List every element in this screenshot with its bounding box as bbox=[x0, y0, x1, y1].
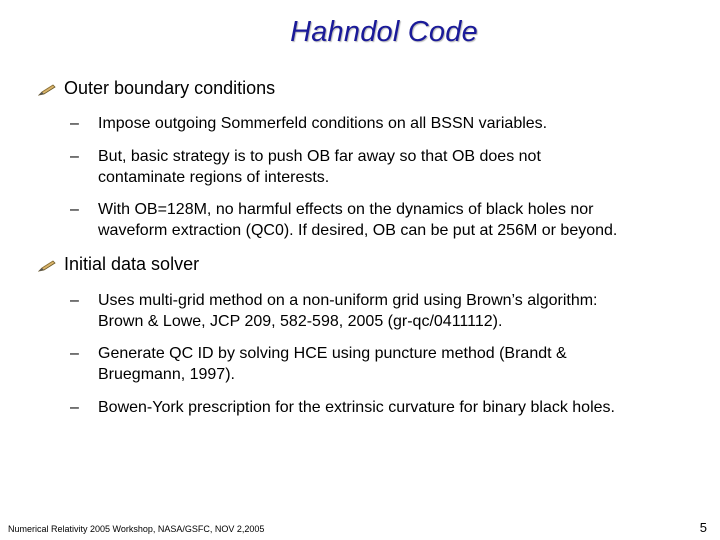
dash-marker: – bbox=[70, 201, 79, 218]
sub-bullet bbox=[68, 343, 698, 385]
footer-text: Numerical Relativity 2005 Workshop, NASA/GSFC, NOV 2,2005 bbox=[8, 524, 265, 534]
sub-bullet-text: Impose outgoing Sommerfeld conditions on all BSSN variables. bbox=[98, 115, 548, 132]
page-number: 5 bbox=[699, 520, 707, 535]
sub-bullet-text: But, basic strategy is to push OB far away so that OB does not bbox=[98, 148, 541, 165]
dash-marker: – bbox=[70, 148, 79, 165]
bullet-item bbox=[38, 253, 199, 275]
dash-marker: – bbox=[70, 345, 79, 362]
sub-bullet-text: Uses multi-grid method on a non-uniform grid using Brown’s algorithm: bbox=[98, 292, 598, 309]
sub-bullet bbox=[68, 113, 698, 134]
pencil-icon bbox=[38, 83, 56, 97]
bullet-item bbox=[38, 77, 275, 99]
bullet-text: Outer boundary conditions bbox=[64, 78, 276, 98]
sub-bullet bbox=[68, 290, 698, 332]
sub-bullet-text: Generate QC ID by solving HCE using puncture method (Brandt & bbox=[98, 345, 567, 362]
sub-bullet bbox=[68, 397, 698, 418]
pencil-icon bbox=[38, 259, 56, 273]
slide-title: Hahndol Code bbox=[290, 16, 478, 48]
dash-marker: – bbox=[70, 292, 79, 309]
sub-bullet-text: Brown & Lowe, JCP 209, 582-598, 2005 (gr-qc/0411112). bbox=[98, 313, 503, 330]
sub-bullet-text: contaminate regions of interests. bbox=[98, 169, 330, 186]
sub-bullet-text: With OB=128M, no harmful effects on the dynamics of black holes nor bbox=[98, 201, 594, 218]
sub-bullet-text: Bruegmann, 1997). bbox=[98, 366, 235, 383]
dash-marker: – bbox=[70, 399, 79, 416]
sub-bullet-text: Bowen-York prescription for the extrinsic curvature for binary black holes. bbox=[98, 399, 615, 416]
sub-bullet-text: waveform extraction (QC0). If desired, OB can be put at 256M or beyond. bbox=[98, 222, 618, 239]
bullet-text: Initial data solver bbox=[64, 254, 200, 274]
sub-bullet bbox=[68, 199, 698, 241]
dash-marker: – bbox=[70, 115, 79, 132]
sub-bullet bbox=[68, 146, 698, 188]
